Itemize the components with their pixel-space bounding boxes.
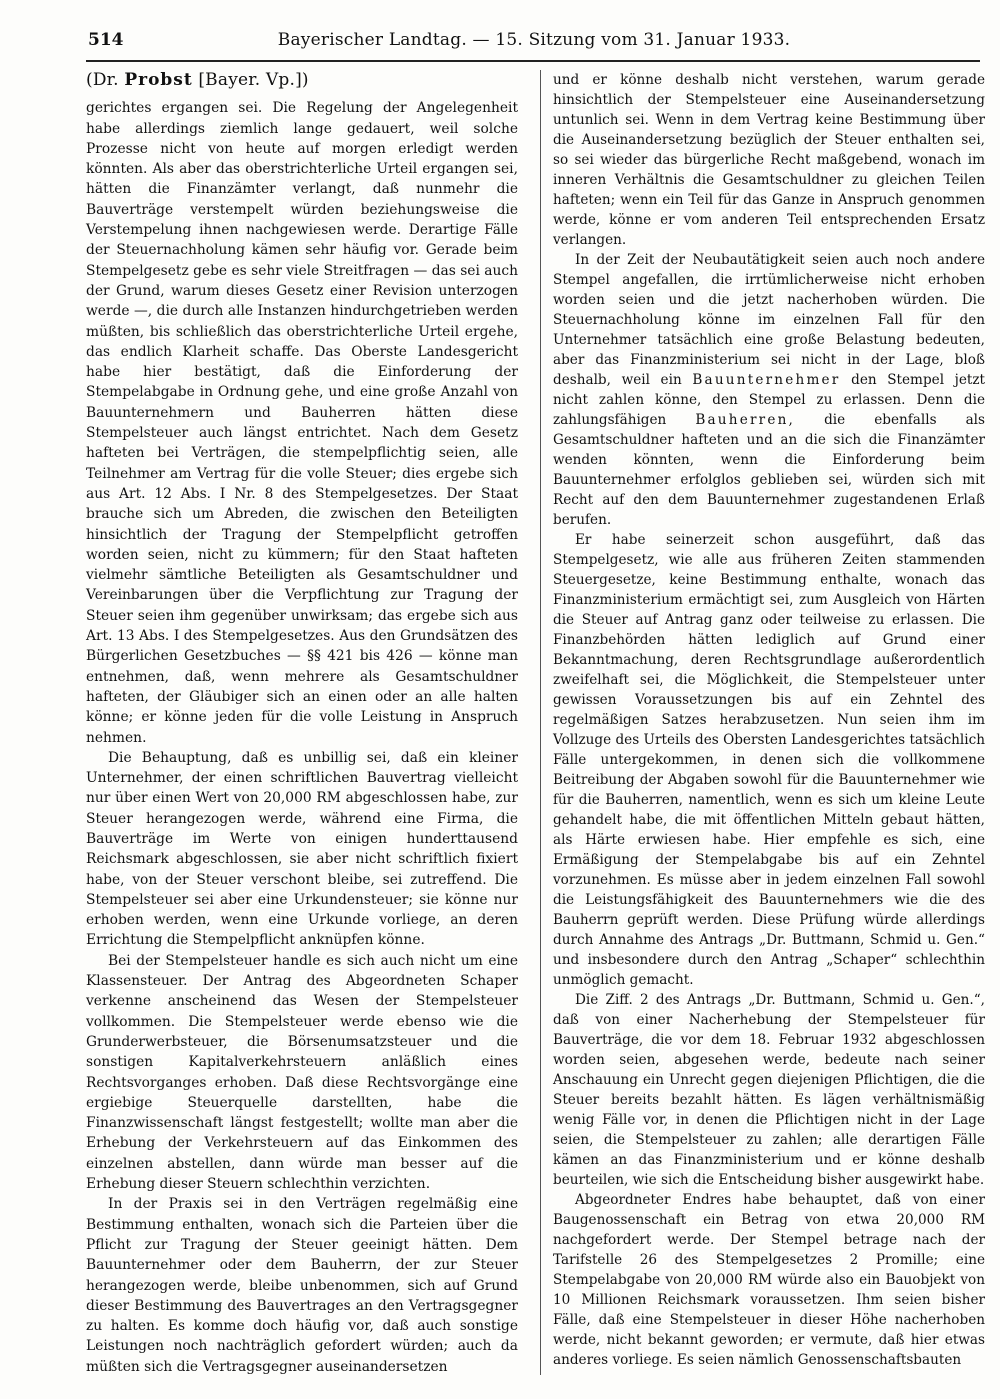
- paragraph: gerichtes ergangen sei. Die Regelung der Angelegenheit habe allerdings ziemlich lange gedauert, weil solche Prozesse nicht von heute auf morgen erledigt werden könnten. Als aber das oberstrichterliche Urteil ergangen sei, hätten die Finanzämter verlangt, daß nunmehr die Bauverträge verstempelt würden beziehungsweise die Verstempelung ihnen nachgewiesen werde. Derartige Fälle der Steuernachholung kämen sehr häufig vor. Gerade beim Stempelgesetz gebe es sehr viele Streitfragen — das sei auch der Grund, warum dieses Gesetz einer Revision unterzogen werde —, die durch alle Instanzen hindurchgetrieben werden müßten, bis schließlich das oberstrichterliche Urteil ergehe, das endlich Klarheit schaffe. Das Oberste Landesgericht habe hier bestätigt, daß die Einforderung der Stempelabgabe in Ordnung gehe, und eine große Anzahl von Bauunternehmern und Bauherren hätten diese Stempelsteuer auch längst entrichtet. Nach dem Gesetz hafteten bei Verträgen, die stempelpflichtig seien, alle Teilnehmer am Vertrag für die volle Steuer; dies ergebe sich aus Art. 12 Abs. I Nr. 8 des Stempelgesetzes. Der Staat brauche sich um Abreden, die zwischen den Beteiligten hinsichtlich der Tragung der Stempelpflicht getroffen worden seien, nicht zu kümmern; für den Staat hafteten vielmehr sämtliche Beteiligten als Gesamtschuldner und Vereinbarungen über die Verpflichtung zur Tragung der Steuer seien ihm gegenüber unwirksam; das ergebe sich aus Art. 13 Abs. I des Stempelgesetzes. Aus den Grundsätzen des Bürgerlichen Gesetzbuches — §§ 421 bis 426 — könne man entnehmen, daß, wenn mehrere als Gesamtschuldner hafteten, der Gläubiger sich an einen oder an alle halten könne; er könne jeden für die volle Leistung in Anspruch nehmen.: [86, 100, 518, 746]
- paragraph: Bei der Stempelsteuer handle es sich auch nicht um eine Klassensteuer. Der Antrag des Abgeordneten Schaper verkenne anscheinend das Wesen der Stempelsteuer vollkommen. Die Stempelsteuer werde ebenso wie die Grunderwerbsteuer, die Börsenumsatzsteuer und die sonstigen Kapitalverkehrsteuern anläßlich eines Rechtsvorganges erhoben. Daß diese Rechtsvorgänge eine ergiebige Steuerquelle darstellten, habe die Finanzwissenschaft längst festgestellt; wollte man aber die Erhebung der Verkehrsteuern auf das Einkommen des einzelnen abstellen, dann würde man besser auf die Erhebung dieser Steuern schlechthin verzichten.: [86, 952, 518, 1193]
- page-number: 514: [88, 30, 124, 50]
- paragraph: Abgeordneter Endres habe behauptet, daß von einer Baugenossenschaft ein Betrag von etwa 20,000 RM nachgefordert werde. Der Stempel betrage nach der Tarifstelle 26 des Stempelgesetzes 2 Promille; eine Stempelabgabe von 20,000 RM würde also ein Bauobjekt von 10 Millionen Reichsmark voraussetzen. Ihm seien bisher Fälle, daß eine Stempelsteuer in dieser Höhe nacherhoben werde, nicht bekannt geworden; er vermute, daß hier etwas anderes vorliege. Es seien nämlich Genossenschaftsbauten: [553, 1192, 985, 1368]
- paragraph: Er habe seinerzeit schon ausgeführt, daß das Stempelgesetz, wie alle aus früheren Zeiten stammenden Steuergesetze, keine Bestimmung enthalte, wonach das Finanzministerium ermächtigt sei, zum Ausgleich von Härten die Steuer auf Antrag ganz oder teilweise zu erlassen. Die Finanzbehörden hätten lediglich auf Grund einer Bekanntmachung, deren Rechtsgrundlage außerordentlich zweifelhaft sei, die Möglichkeit, die Stempelsteuer unter gewissen Voraussetzungen bis auf ein Zehntel des regelmäßigen Satzes herabzusetzen. Nun seien ihm im Vollzuge des Urteils des Obersten Landesgerichtes tatsächlich Fälle untergekommen, in denen sich die vollkommene Beitreibung der Abgaben sowohl für die Bauunternehmer wie für die Bauherren, namentlich, wenn es sich um kleine Leute gehandelt habe, die mit öffentlichen Mitteln gebaut hätten, als Härte erwiesen habe. Hier empfehle es sich, eine Ermäßigung der Stempelabgabe bis auf ein Zehntel vorzunehmen. Es müsse aber in jedem einzelnen Fall sowohl die Leistungsfähigkeit des Bauunternehmers wie die des Bauherrn geprüft werden. Diese Prüfung würde allerdings durch Annahme des Antrags „Dr. Buttmann, Schmid u. Gen.“ und insbesondere durch den Antrag „Schaper“ schlechthin unmöglich gemacht.: [553, 532, 985, 988]
- speaker-title: (Dr.: [86, 70, 119, 90]
- left-column: [86, 70, 518, 1377]
- emphasis-text: Bauunternehmer: [692, 372, 841, 388]
- paragraph: In der Praxis sei in den Verträgen regelmäßig eine Bestimmung enthalten, wonach sich die Parteien über die Pflicht zur Tragung der Steuer geeinigt hätten. Dem Bauunternehmer oder dem Bauherrn, der zur Steuer herangezogen werde, bleibe unbenommen, sich auf Grund dieser Bestimmung des Bauvertrages an den Vertragsgegner zu halten. Es komme doch häufig vor, daß auch sonstige Leistungen noch nachträglich gefordert würden; auch da müßten sich die Vertragsgegner auseinandersetzen: [86, 1196, 518, 1375]
- page-header: [88, 30, 980, 54]
- column-divider: [540, 70, 541, 1375]
- header-rule: [86, 60, 980, 62]
- paragraph: Die Ziff. 2 des Antrags „Dr. Buttmann, Schmid u. Gen.“, daß von einer Nacherhebung der Stempelsteuer für Bauverträge, die vor dem 18. Februar 1932 abgeschlossen worden seien, abgesehen werde, bedeute nach seiner Anschauung ein Unrecht gegen diejenigen Pflichtigen, die die Steuer bereits bezahlt hätten. Es lägen verhältnismäßig wenig Fälle vor, in denen die Pflichtigen nicht in der Lage seien, die Stempelsteuer zu zahlen; alle derartigen Fälle kämen an das Finanzministerium und er könne deshalb beurteilen, wie sich die Entscheidung bisher ausgewirkt habe.: [553, 992, 985, 1188]
- speaker-party: [Bayer. Vp.]): [198, 70, 309, 90]
- text-run: In der Zeit der Neubautätigkeit seien auch noch andere Stempel angefallen, die irrtümlicherweise nicht erhoben worden seien und die jetzt nacherhoben würden. Die Steuernachholung könne im einzelnen Fall für den Unternehmer tatsächlich eine große Belastung bedeuten, aber das Finanzministerium sei nicht in der Lage, bloß deshalb, weil ein: [553, 252, 985, 388]
- text-run: die ebenfalls als Gesamtschuldner hafteten und an die sich die Finanzämter wenden könnten, wenn die Einforderung beim Bauunternehmer erfolglos geblieben sei, würden sich mit Recht auf den dem Bauunternehmer zugestandenen Erlaß berufen.: [553, 412, 985, 528]
- emphasis-text: Bauherren,: [695, 412, 796, 428]
- text-run: den Stempel jetzt nicht zahlen könne, den Stempel zu erlassen. Denn die zahlungsfähigen: [553, 372, 986, 428]
- paragraph: [553, 250, 985, 530]
- speaker-line: [86, 70, 518, 90]
- paragraph: Die Behauptung, daß es unbillig sei, daß ein kleiner Unternehmer, der einen schriftlichen Bauvertrag vielleicht nur über einen Wert von 20,000 RM abgeschlossen habe, zur Steuer herangezogen werde, während eine Firma, die Bauverträge im Werte von einigen hunderttausend Reichsmark abgeschlossen, sie aber nicht schriftlich fixiert habe, von der Steuer verschont bleibe, sei zutreffend. Die Stempelsteuer sei aber eine Urkundensteuer; sie könne nur erhoben werden, wenn eine Urkunde vorliege, an deren Errichtung die Stempelpflicht anknüpfen könne.: [86, 749, 518, 949]
- speaker-name: Probst: [124, 70, 193, 90]
- right-column: [553, 70, 985, 1370]
- paragraph: und er könne deshalb nicht verstehen, warum gerade hinsichtlich der Stempelsteuer eine Auseinandersetzung untunlich sei. Wenn in dem Vertrag keine Bestimmung über die Auseinandersetzung bezüglich der Steuer enthalten sei, so sei wieder das bürgerliche Recht maßgebend, wonach im inneren Verhältnis die Gesamtschuldner zu gleichen Teilen hafteten; wenn ein Teil für das Ganze in Anspruch genommen werde, könne er vom anderen Teil entsprechenden Ersatz verlangen.: [553, 72, 985, 248]
- running-title: Bayerischer Landtag. — 15. Sitzung vom 31. Januar 1933.: [277, 30, 791, 50]
